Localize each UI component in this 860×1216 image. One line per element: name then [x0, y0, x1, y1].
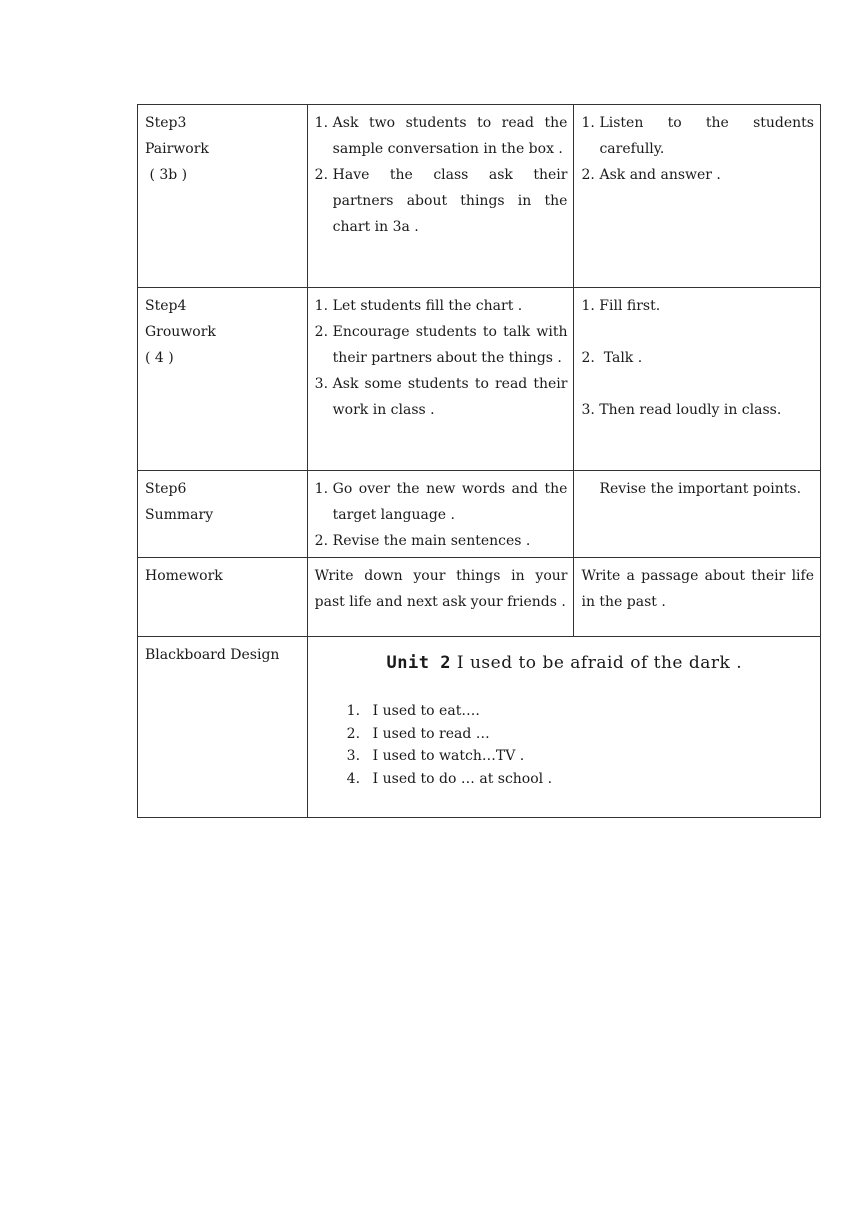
row-step6: [138, 471, 821, 558]
step-cell: [138, 288, 308, 471]
row-step4: [138, 288, 821, 471]
homework-teacher-text: Write down your things in your past life and next ask your friends .: [314, 568, 568, 610]
blackboard-title: [315, 650, 814, 676]
step-name: Homework: [145, 568, 223, 584]
step-cell: [138, 558, 308, 637]
list-item: 2. Have the class ask their partners about things in the chart in 3a .: [314, 167, 568, 235]
teacher-activity-cell: [307, 471, 574, 558]
list-item: 2. I used to read …: [346, 725, 490, 742]
student-activity-cell: [574, 288, 821, 471]
list-item: 1. Ask two students to read the sample conversation in the box .: [314, 115, 568, 157]
list-item: 1. Go over the new words and the target language .: [314, 481, 568, 523]
teacher-activity-cell: [307, 288, 574, 471]
list-item: 2. Encourage students to talk with their partners about the things .: [314, 324, 568, 366]
list-item: 2. Ask and answer .: [581, 167, 721, 183]
teacher-activity-cell: [307, 105, 574, 288]
blackboard-label: Blackboard Design: [145, 647, 280, 663]
step-activity: Summary: [145, 507, 214, 523]
step-name: Step3: [145, 115, 187, 131]
student-activity-cell: [574, 105, 821, 288]
list-item: 1. Listen to the students carefully.: [581, 115, 814, 157]
sentence-pattern-list: [315, 700, 814, 790]
list-item: 1. I used to eat….: [346, 703, 480, 719]
teacher-activity-cell: [307, 558, 574, 637]
step-ref: ( 4 ): [145, 350, 174, 366]
list-item: 2. Revise the main sentences .: [314, 533, 531, 549]
step-cell: [138, 637, 308, 818]
unit-label: Unit 2: [386, 653, 451, 673]
summary-text: Revise the important points.: [599, 481, 802, 497]
step-name: Step4: [145, 298, 187, 314]
step-name: Step6: [145, 481, 187, 497]
row-homework: [138, 558, 821, 637]
student-activity-cell: [574, 558, 821, 637]
row-step3: [138, 105, 821, 288]
step-activity: Grouwork: [145, 324, 216, 340]
step-cell: [138, 471, 308, 558]
lesson-plan-table: [137, 104, 821, 818]
list-item: 3. I used to watch…TV .: [346, 748, 525, 764]
row-blackboard: [138, 637, 821, 818]
blackboard-design-cell: [307, 637, 820, 818]
list-item: 3. Ask some students to read their work in class .: [314, 376, 568, 418]
step-cell: [138, 105, 308, 288]
list-item: 4. I used to do … at school .: [346, 770, 553, 787]
list-item: 1. Fill first.: [581, 298, 661, 314]
step-activity: Pairwork: [145, 141, 209, 157]
list-item: 1. Let students fill the chart .: [314, 298, 523, 314]
student-activity-cell: [574, 471, 821, 558]
title-text: I used to be afraid of the dark .: [450, 653, 743, 673]
list-item: 3. Then read loudly in class.: [581, 402, 782, 418]
step-ref: ( 3b ): [145, 167, 188, 183]
homework-student-text: Write a passage about their life in the past .: [581, 568, 814, 610]
list-item: 2. Talk .: [581, 350, 643, 366]
